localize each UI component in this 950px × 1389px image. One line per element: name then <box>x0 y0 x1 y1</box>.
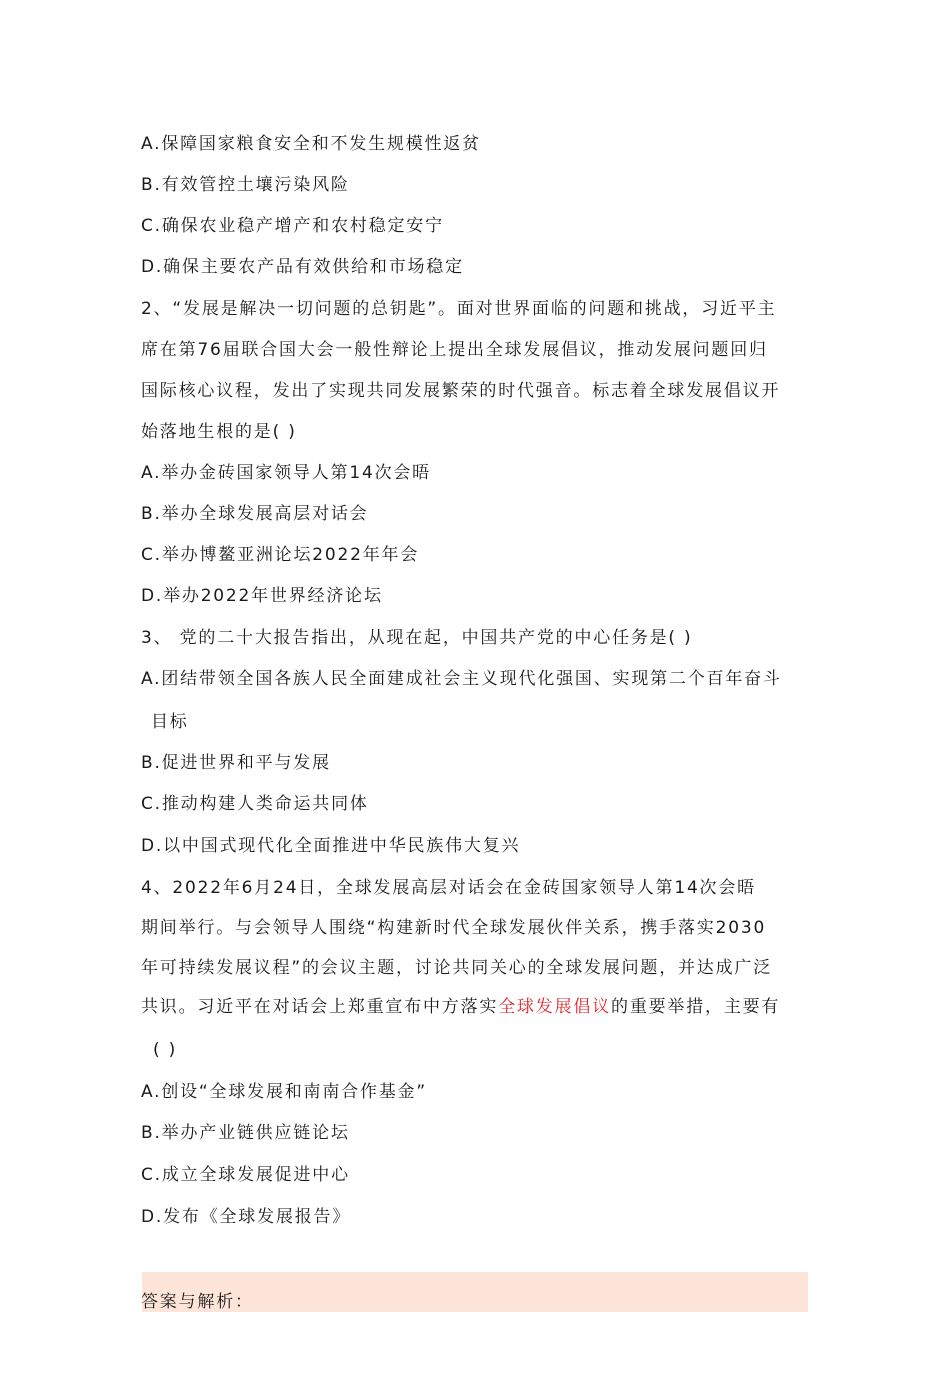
q2-option-b: B.举办全球发展高层对话会 <box>141 504 369 524</box>
q4-stem-line <box>141 995 821 1019</box>
q4-stem-line: 期间举行。与会领导人围绕“构建新时代全球发展伙伴关系，携手落实2030 <box>141 918 767 938</box>
q3-option-a-continued: 目标 <box>151 712 189 732</box>
q2-stem-line: 席在第76届联合国大会一般性辩论上提出全球发展倡议，推动发展问题回归 <box>141 340 768 360</box>
q4-stem-line: 年可持续发展议程”的会议主题，讨论共同关心的全球发展问题，并达成广泛 <box>141 958 773 978</box>
q2-option-a: A.举办金砖国家领导人第14次会晤 <box>141 463 431 483</box>
q3-option-b: B.促进世界和平与发展 <box>141 753 331 773</box>
q3-option-a: A.团结带领全国各族人民全面建成社会主义现代化强国、实现第二个百年奋斗 <box>141 669 782 689</box>
q1-option-c: C.确保农业稳产增产和农村稳定安宁 <box>141 216 444 236</box>
answer-heading: 答案与解析： <box>141 1292 254 1312</box>
q1-option-a: A.保障国家粮食安全和不发生规模性返贫 <box>141 134 481 154</box>
q2-stem-line: 国际核心议程，发出了实现共同发展繁荣的时代强音。标志着全球发展倡议开 <box>141 381 781 401</box>
q2-stem-line: 2、“发展是解决一切问题的总钥匙”。面对世界面临的问题和挑战，习近平主 <box>141 299 777 319</box>
q2-option-d: D.举办2022年世界经济论坛 <box>141 586 383 606</box>
q3-stem: 3、 党的二十大报告指出，从现在起，中国共产党的中心任务是( ) <box>141 628 693 648</box>
q1-option-b: B.有效管控土壤污染风险 <box>141 175 350 195</box>
q4-stem-line: 4、2022年6月24日，全球发展高层对话会在金砖国家领导人第14次会晤 <box>141 878 756 898</box>
q1-option-d: D.确保主要农产品有效供给和市场稳定 <box>141 257 464 277</box>
q4-stem-text: 共识。习近平在对话会上郑重宣布中方落实 <box>141 997 499 1017</box>
q4-option-c: C.成立全球发展促进中心 <box>141 1165 350 1185</box>
q3-option-c: C.推动构建人类命运共同体 <box>141 794 369 814</box>
q4-option-a: A.创设“全球发展和南南合作基金” <box>141 1082 427 1102</box>
highlighted-term: 全球发展倡议 <box>498 997 612 1017</box>
q2-option-c: C.举办博鳌亚洲论坛2022年年会 <box>141 545 420 565</box>
q4-answer-blank: ( ) <box>153 1040 178 1060</box>
q4-stem-text: 的重要举措，主要有 <box>611 997 781 1017</box>
q3-option-d: D.以中国式现代化全面推进中华民族伟大复兴 <box>141 836 521 856</box>
q4-option-d: D.发布《全球发展报告》 <box>141 1207 352 1227</box>
q2-stem-line: 始落地生根的是( ) <box>141 422 297 442</box>
q4-option-b: B.举办产业链供应链论坛 <box>141 1123 350 1143</box>
